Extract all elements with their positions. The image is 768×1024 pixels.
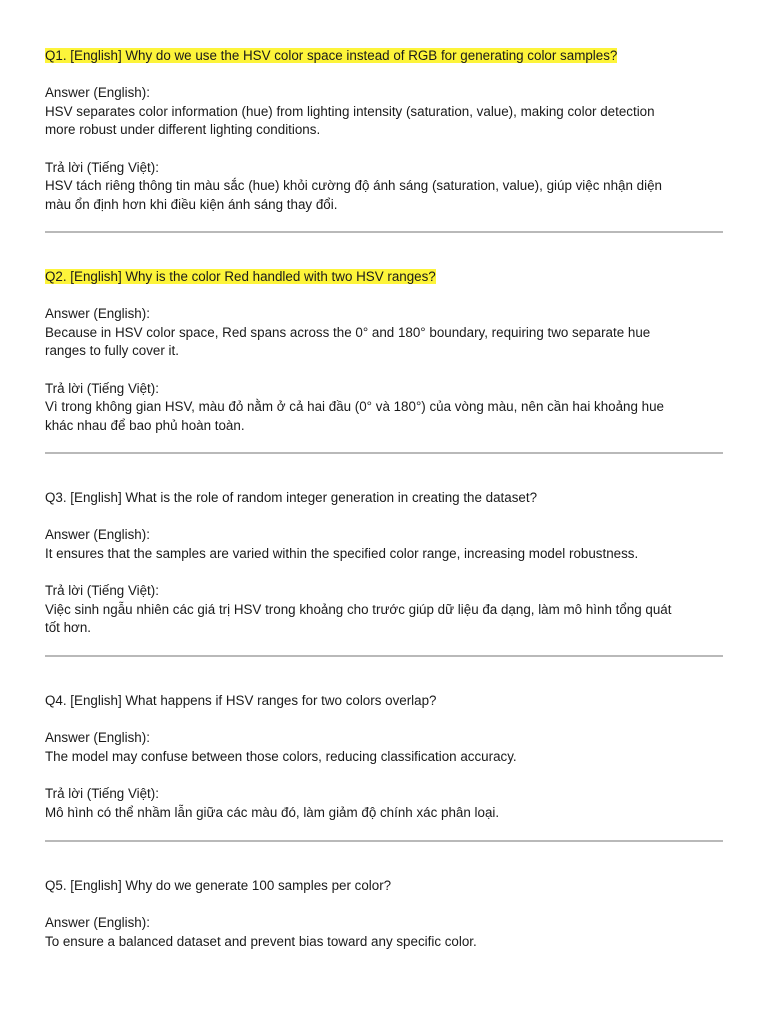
answer-en-line: To ensure a balanced dataset and prevent bias toward any specific color. — [45, 933, 477, 949]
qa-block-5 — [45, 877, 723, 951]
answer-vi-line: Việc sinh ngẫu nhiên các giá trị HSV trong khoảng cho trước giúp dữ liệu đa dạng, làm mô hình tổng quát — [45, 601, 672, 617]
answer-en-line: It ensures that the samples are varied within the specified color range, increasing model robustness. — [45, 545, 639, 561]
question-2: Q2. [English] Why is the color Red handled with two HSV ranges? — [45, 269, 436, 284]
question-3: Q3. [English] What is the role of random integer generation in creating the dataset? — [45, 490, 538, 505]
answer-en-label: Answer (English): — [45, 527, 150, 543]
divider — [45, 840, 723, 842]
divider — [45, 655, 723, 657]
qa-block-2 — [45, 268, 723, 435]
answer-vi-label: Trả lời (Tiếng Việt): — [45, 582, 159, 598]
answer-en-label: Answer (English): — [45, 730, 150, 746]
answer-en-line: The model may confuse between those colors, reducing classification accuracy. — [45, 748, 517, 764]
answer-vi-line: Vì trong không gian HSV, màu đỏ nằm ở cả hai đầu (0° và 180°) của vòng màu, nên cần hai khoảng hue — [45, 399, 665, 415]
answer-en-label: Answer (English): — [45, 85, 150, 101]
answer-vi-line: màu ổn định hơn khi điều kiện ánh sáng thay đổi. — [45, 196, 338, 212]
qa-block-4 — [45, 692, 723, 822]
divider — [45, 452, 723, 454]
answer-vi-label: Trả lời (Tiếng Việt): — [45, 380, 159, 396]
answer-en-label: Answer (English): — [45, 915, 150, 931]
question-5: Q5. [English] Why do we generate 100 samples per color? — [45, 878, 392, 893]
question-1: Q1. [English] Why do we use the HSV color space instead of RGB for generating color samples? — [45, 48, 618, 63]
answer-en-line: Because in HSV color space, Red spans across the 0° and 180° boundary, requiring two separate hue — [45, 324, 651, 340]
divider — [45, 231, 723, 233]
answer-vi-line: Mô hình có thể nhầm lẫn giữa các màu đó, làm giảm độ chính xác phân loại. — [45, 804, 500, 820]
answer-en-line: HSV separates color information (hue) from lighting intensity (saturation, value), making color detection — [45, 103, 655, 119]
qa-block-1 — [45, 47, 723, 214]
answer-vi-label: Trả lời (Tiếng Việt): — [45, 159, 159, 175]
answer-vi-line: HSV tách riêng thông tin màu sắc (hue) khỏi cường độ ánh sáng (saturation, value), giúp việc nhận diện — [45, 178, 662, 194]
qa-block-3 — [45, 489, 723, 638]
answer-vi-line: tốt hơn. — [45, 620, 92, 636]
answer-en-line: ranges to fully cover it. — [45, 343, 179, 359]
answer-vi-line: khác nhau để bao phủ hoàn toàn. — [45, 417, 245, 433]
question-4: Q4. [English] What happens if HSV ranges for two colors overlap? — [45, 693, 437, 708]
answer-en-line: more robust under different lighting conditions. — [45, 122, 321, 138]
answer-vi-label: Trả lời (Tiếng Việt): — [45, 785, 159, 801]
answer-en-label: Answer (English): — [45, 306, 150, 322]
